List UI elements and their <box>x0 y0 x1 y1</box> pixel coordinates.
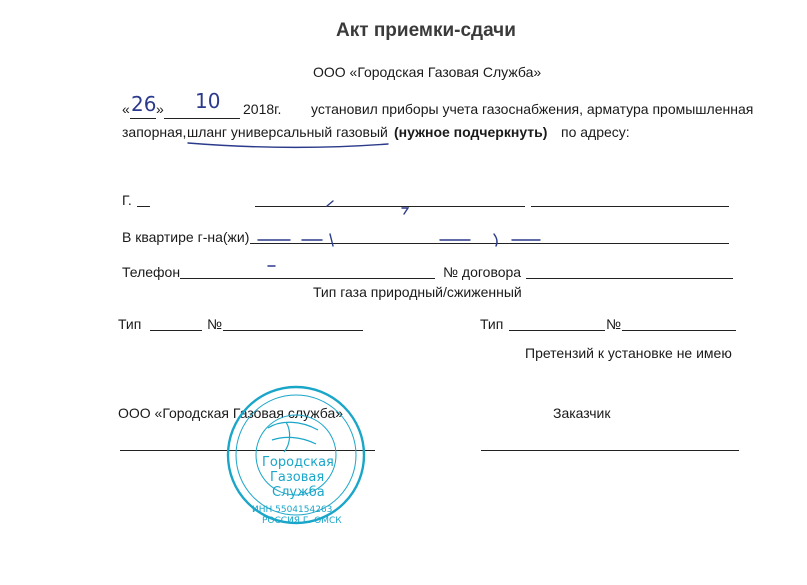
paragraph-line-2-c: (нужное подчеркнуть) <box>394 124 548 140</box>
document-title: Акт приемки-сдачи <box>336 20 516 41</box>
signature-left-label: ООО «Городская Газовая служба» <box>118 405 344 421</box>
stamp-inn: ИНН 5504154263 <box>252 505 333 515</box>
paragraph-line-2-b: шланг универсальный газовый <box>187 124 388 140</box>
stamp-center-line-3: Служба <box>272 485 325 500</box>
company-header: ООО «Городская Газовая Служба» <box>313 64 542 80</box>
paragraph-line-2-d: по адресу: <box>561 124 630 140</box>
paragraph-line-1: установил приборы учета газоснабжения, арматура промышленная <box>311 101 754 117</box>
handwritten-month: 10 <box>195 89 221 113</box>
number-label-right: № <box>606 316 622 332</box>
date-close-quote: » <box>156 101 164 117</box>
stamp-center-line-1: Городская <box>262 455 334 470</box>
type-label-left: Тип <box>118 316 142 332</box>
number-label-left: № <box>207 316 223 332</box>
paragraph-line-2-a: запорная, <box>122 124 187 140</box>
stamp-signature-scribble <box>268 422 318 444</box>
type-label-right: Тип <box>480 316 504 332</box>
date-open-quote: « <box>122 101 130 117</box>
signature-right-label: Заказчик <box>553 405 611 421</box>
date-year: 2018г. <box>243 101 282 117</box>
apartment-label: В квартире г-на(жи) <box>122 229 250 245</box>
gas-type-text: Тип газа природный/сжиженный <box>313 284 522 300</box>
handwritten-day: 26 <box>131 92 157 116</box>
no-claims-text: Претензий к установке не имею <box>525 345 732 361</box>
contract-label: № договора <box>443 264 522 280</box>
city-label: Г. <box>122 192 132 208</box>
stamp-location: РОССИЯ Г. ОМСК <box>262 516 342 526</box>
stamp-center-line-2: Газовая <box>270 470 325 485</box>
phone-label: Телефон <box>122 264 181 280</box>
